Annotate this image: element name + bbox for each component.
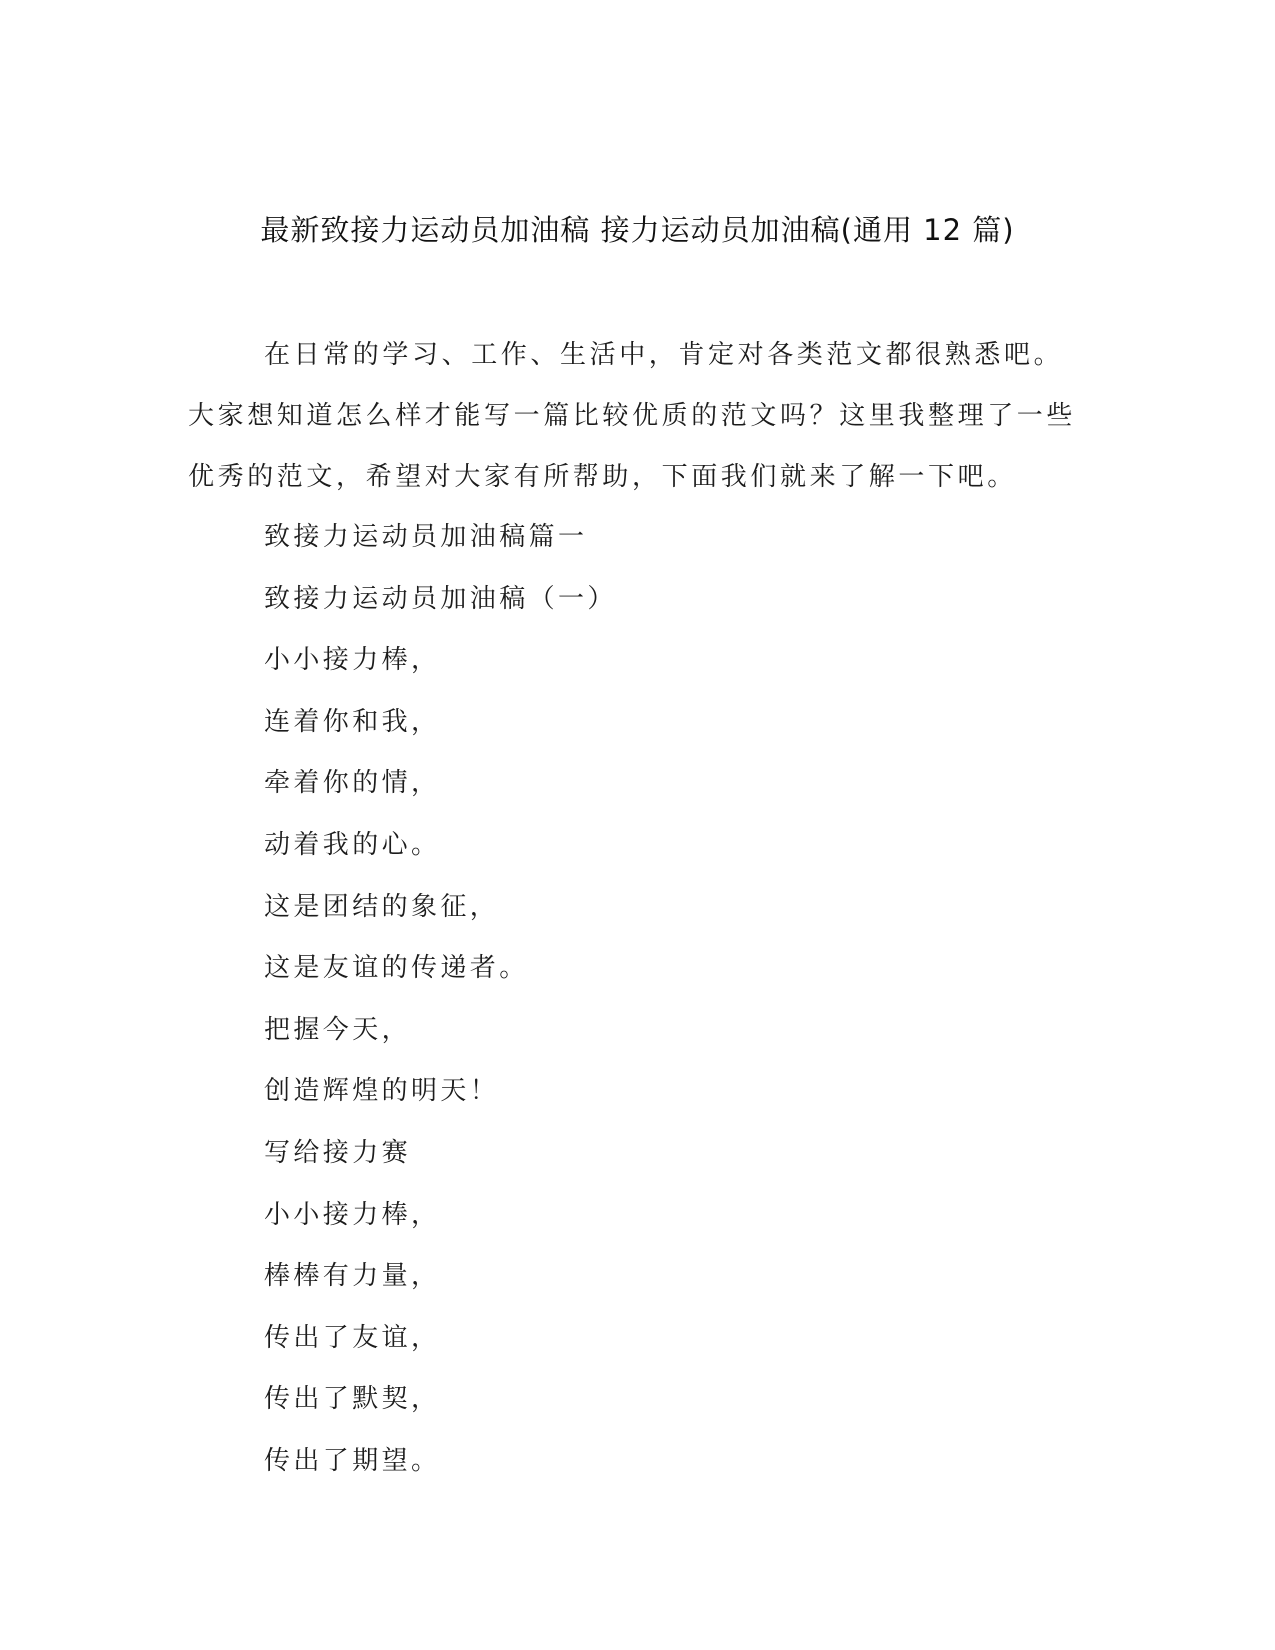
- sub-heading: 致接力运动员加油稿（一）: [264, 583, 617, 614]
- document-title: 最新致接力运动员加油稿 接力运动员加油稿(通用 12 篇): [260, 213, 1015, 247]
- poem-heading: 写给接力赛: [264, 1137, 412, 1168]
- intro-paragraph: 在日常的学习、工作、生活中，肯定对各类范文都很熟悉吧。大家想知道怎么样才能写一篇比较优质的范文吗？这里我整理了一些优秀的范文，希望对大家有所帮助，下面我们就来了解一下吧。: [188, 340, 1077, 492]
- poem-line: 传出了默契，: [264, 1384, 441, 1415]
- poem-line: 牵着你的情，: [264, 768, 441, 799]
- poem-line: 小小接力棒，: [264, 1199, 441, 1230]
- poem-line: 连着你和我，: [264, 706, 441, 737]
- poem-line: 棒棒有力量，: [264, 1261, 441, 1292]
- poem-line: 小小接力棒，: [264, 645, 441, 676]
- poem-lines: [264, 511, 617, 1497]
- section-heading: 致接力运动员加油稿篇一: [264, 522, 588, 552]
- poem-line: 动着我的心。: [264, 829, 441, 860]
- poem-line: 这是友谊的传递者。: [264, 953, 529, 984]
- poem-line: 创造辉煌的明天！: [264, 1076, 500, 1107]
- poem-line: 传出了友谊，: [264, 1322, 441, 1353]
- poem-line: 把握今天，: [264, 1014, 412, 1045]
- poem-line: 这是团结的象征，: [264, 891, 500, 922]
- poem-line: 传出了期望。: [264, 1445, 441, 1476]
